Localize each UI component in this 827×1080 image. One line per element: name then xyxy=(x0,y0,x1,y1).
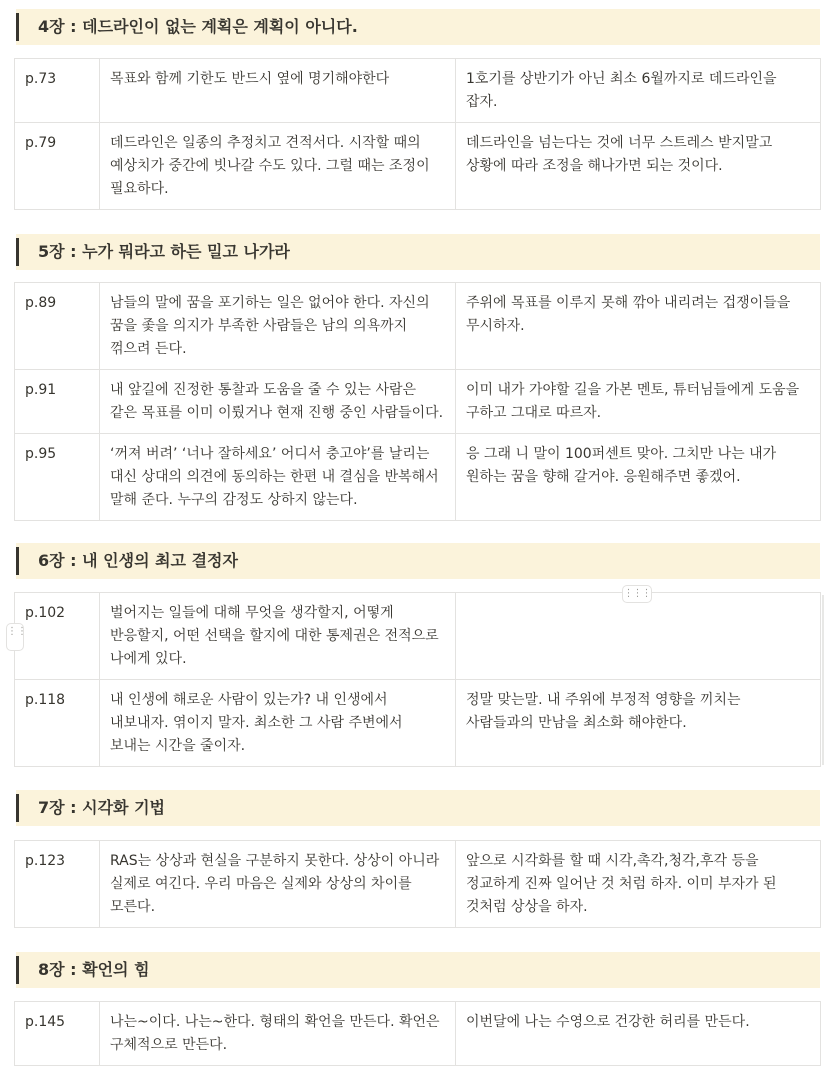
section-heading xyxy=(16,234,820,270)
section-title[interactable]: 4장 : 데드라인이 없는 계획은 계획이 아니다. xyxy=(38,17,358,36)
note-cell[interactable]: 응 그래 니 말이 100퍼센트 맞아. 그치만 나는 내가 원하는 꿈을 향해 갈거야. 응원해주면 좋겠어. xyxy=(456,434,821,521)
quote-cell[interactable]: 벌어지는 일들에 대해 무엇을 생각할지, 어떻게 반응할지, 어떤 선택을 할지에 대한 통제권은 전적으로 나에게 있다. xyxy=(100,593,456,680)
heading-bar xyxy=(16,794,19,822)
page-cell[interactable]: p.79 xyxy=(15,123,100,210)
section-heading xyxy=(16,952,820,988)
note-cell[interactable] xyxy=(456,593,821,680)
section-title[interactable]: 5장 : 누가 뭐라고 하든 밀고 나가라 xyxy=(38,242,290,261)
page-cell[interactable]: p.123 xyxy=(15,841,100,928)
note-cell[interactable]: 주위에 목표를 이루지 못해 깎아 내리려는 겁쟁이들을 무시하자. xyxy=(456,283,821,370)
notes-table xyxy=(14,282,821,521)
quote-cell[interactable]: ‘꺼져 버려’ ‘너나 잘하세요’ 어디서 충고야’를 날리는 대신 상대의 의견에 동의하는 한편 내 결심을 반복해서 말해 준다. 누구의 감정도 상하지 않는다. xyxy=(100,434,456,521)
column-drag-handle-icon[interactable]: ⋮⋮⋮ xyxy=(622,585,652,603)
heading-bar xyxy=(16,13,19,41)
note-cell[interactable]: 1호기를 상반기가 아닌 최소 6월까지로 데드라인을 잡자. xyxy=(456,59,821,123)
note-cell[interactable]: 데드라인을 넘는다는 것에 너무 스트레스 받지말고 상황에 따라 조정을 해나가면 되는 것이다. xyxy=(456,123,821,210)
section-title[interactable]: 8장 : 확언의 힘 xyxy=(38,960,150,979)
table-row xyxy=(15,841,821,928)
heading-bar xyxy=(16,547,19,575)
page-cell[interactable]: p.102 xyxy=(15,593,100,680)
page-cell[interactable]: p.73 xyxy=(15,59,100,123)
quote-cell[interactable]: 내 인생에 해로운 사람이 있는가? 내 인생에서 내보내자. 엮이지 말자. 최소한 그 사람 주변에서 보내는 시간을 줄이자. xyxy=(100,680,456,767)
quote-cell[interactable]: 나는~이다. 나는~한다. 형태의 확언을 만든다. 확언은 구체적으로 만든다. xyxy=(100,1002,456,1066)
heading-bar xyxy=(16,956,19,984)
quote-cell[interactable]: 목표와 함께 기한도 반드시 옆에 명기해야한다 xyxy=(100,59,456,123)
quote-cell[interactable]: 데드라인은 일종의 추정치고 견적서다. 시작할 때의 예상치가 중간에 빗나갈 수도 있다. 그럴 때는 조정이 필요하다. xyxy=(100,123,456,210)
heading-bar xyxy=(16,238,19,266)
section-heading xyxy=(16,790,820,826)
quote-cell[interactable]: RAS는 상상과 현실을 구분하지 못한다. 상상이 아니라 실제로 여긴다. 우리 마음은 실제와 상상의 차이를 모른다. xyxy=(100,841,456,928)
quote-cell[interactable]: 내 앞길에 진정한 통찰과 도움을 줄 수 있는 사람은 같은 목표를 이미 이뤘거나 현재 진행 중인 사람들이다. xyxy=(100,370,456,434)
notes-table xyxy=(14,1001,821,1066)
note-cell[interactable]: 앞으로 시각화를 할 때 시각,촉각,청각,후각 등을 정교하게 진짜 일어난 것 처럼 하자. 이미 부자가 된 것처럼 상상을 하자. xyxy=(456,841,821,928)
notes-table xyxy=(14,592,821,767)
row-drag-handle-icon[interactable]: ⋮⋮ xyxy=(6,623,24,651)
table-row xyxy=(15,283,821,370)
table-edge-divider xyxy=(822,595,824,765)
notes-table xyxy=(14,58,821,210)
page-cell[interactable]: p.145 xyxy=(15,1002,100,1066)
table-row xyxy=(15,1002,821,1066)
table-row xyxy=(15,370,821,434)
table-row xyxy=(15,434,821,521)
table-row xyxy=(15,593,821,680)
table-row xyxy=(15,59,821,123)
notes-table xyxy=(14,840,821,928)
note-cell[interactable]: 이번달에 나는 수영으로 건강한 허리를 만든다. xyxy=(456,1002,821,1066)
section-title[interactable]: 6장 : 내 인생의 최고 결정자 xyxy=(38,551,238,570)
note-cell[interactable]: 이미 내가 가야할 길을 가본 멘토, 튜터님들에게 도움을 구하고 그대로 따르자. xyxy=(456,370,821,434)
section-heading xyxy=(16,9,820,45)
page-cell[interactable]: p.118 xyxy=(15,680,100,767)
page-cell[interactable]: p.89 xyxy=(15,283,100,370)
table-row xyxy=(15,680,821,767)
note-cell[interactable]: 정말 맞는말. 내 주위에 부정적 영향을 끼치는 사람들과의 만남을 최소화 해야한다. xyxy=(456,680,821,767)
quote-cell[interactable]: 남들의 말에 꿈을 포기하는 일은 없어야 한다. 자신의 꿈을 좇을 의지가 부족한 사람들은 남의 의욕까지 꺾으려 든다. xyxy=(100,283,456,370)
page-cell[interactable]: p.91 xyxy=(15,370,100,434)
section-heading xyxy=(16,543,820,579)
page-cell[interactable]: p.95 xyxy=(15,434,100,521)
table-row xyxy=(15,123,821,210)
section-title[interactable]: 7장 : 시각화 기법 xyxy=(38,798,165,817)
